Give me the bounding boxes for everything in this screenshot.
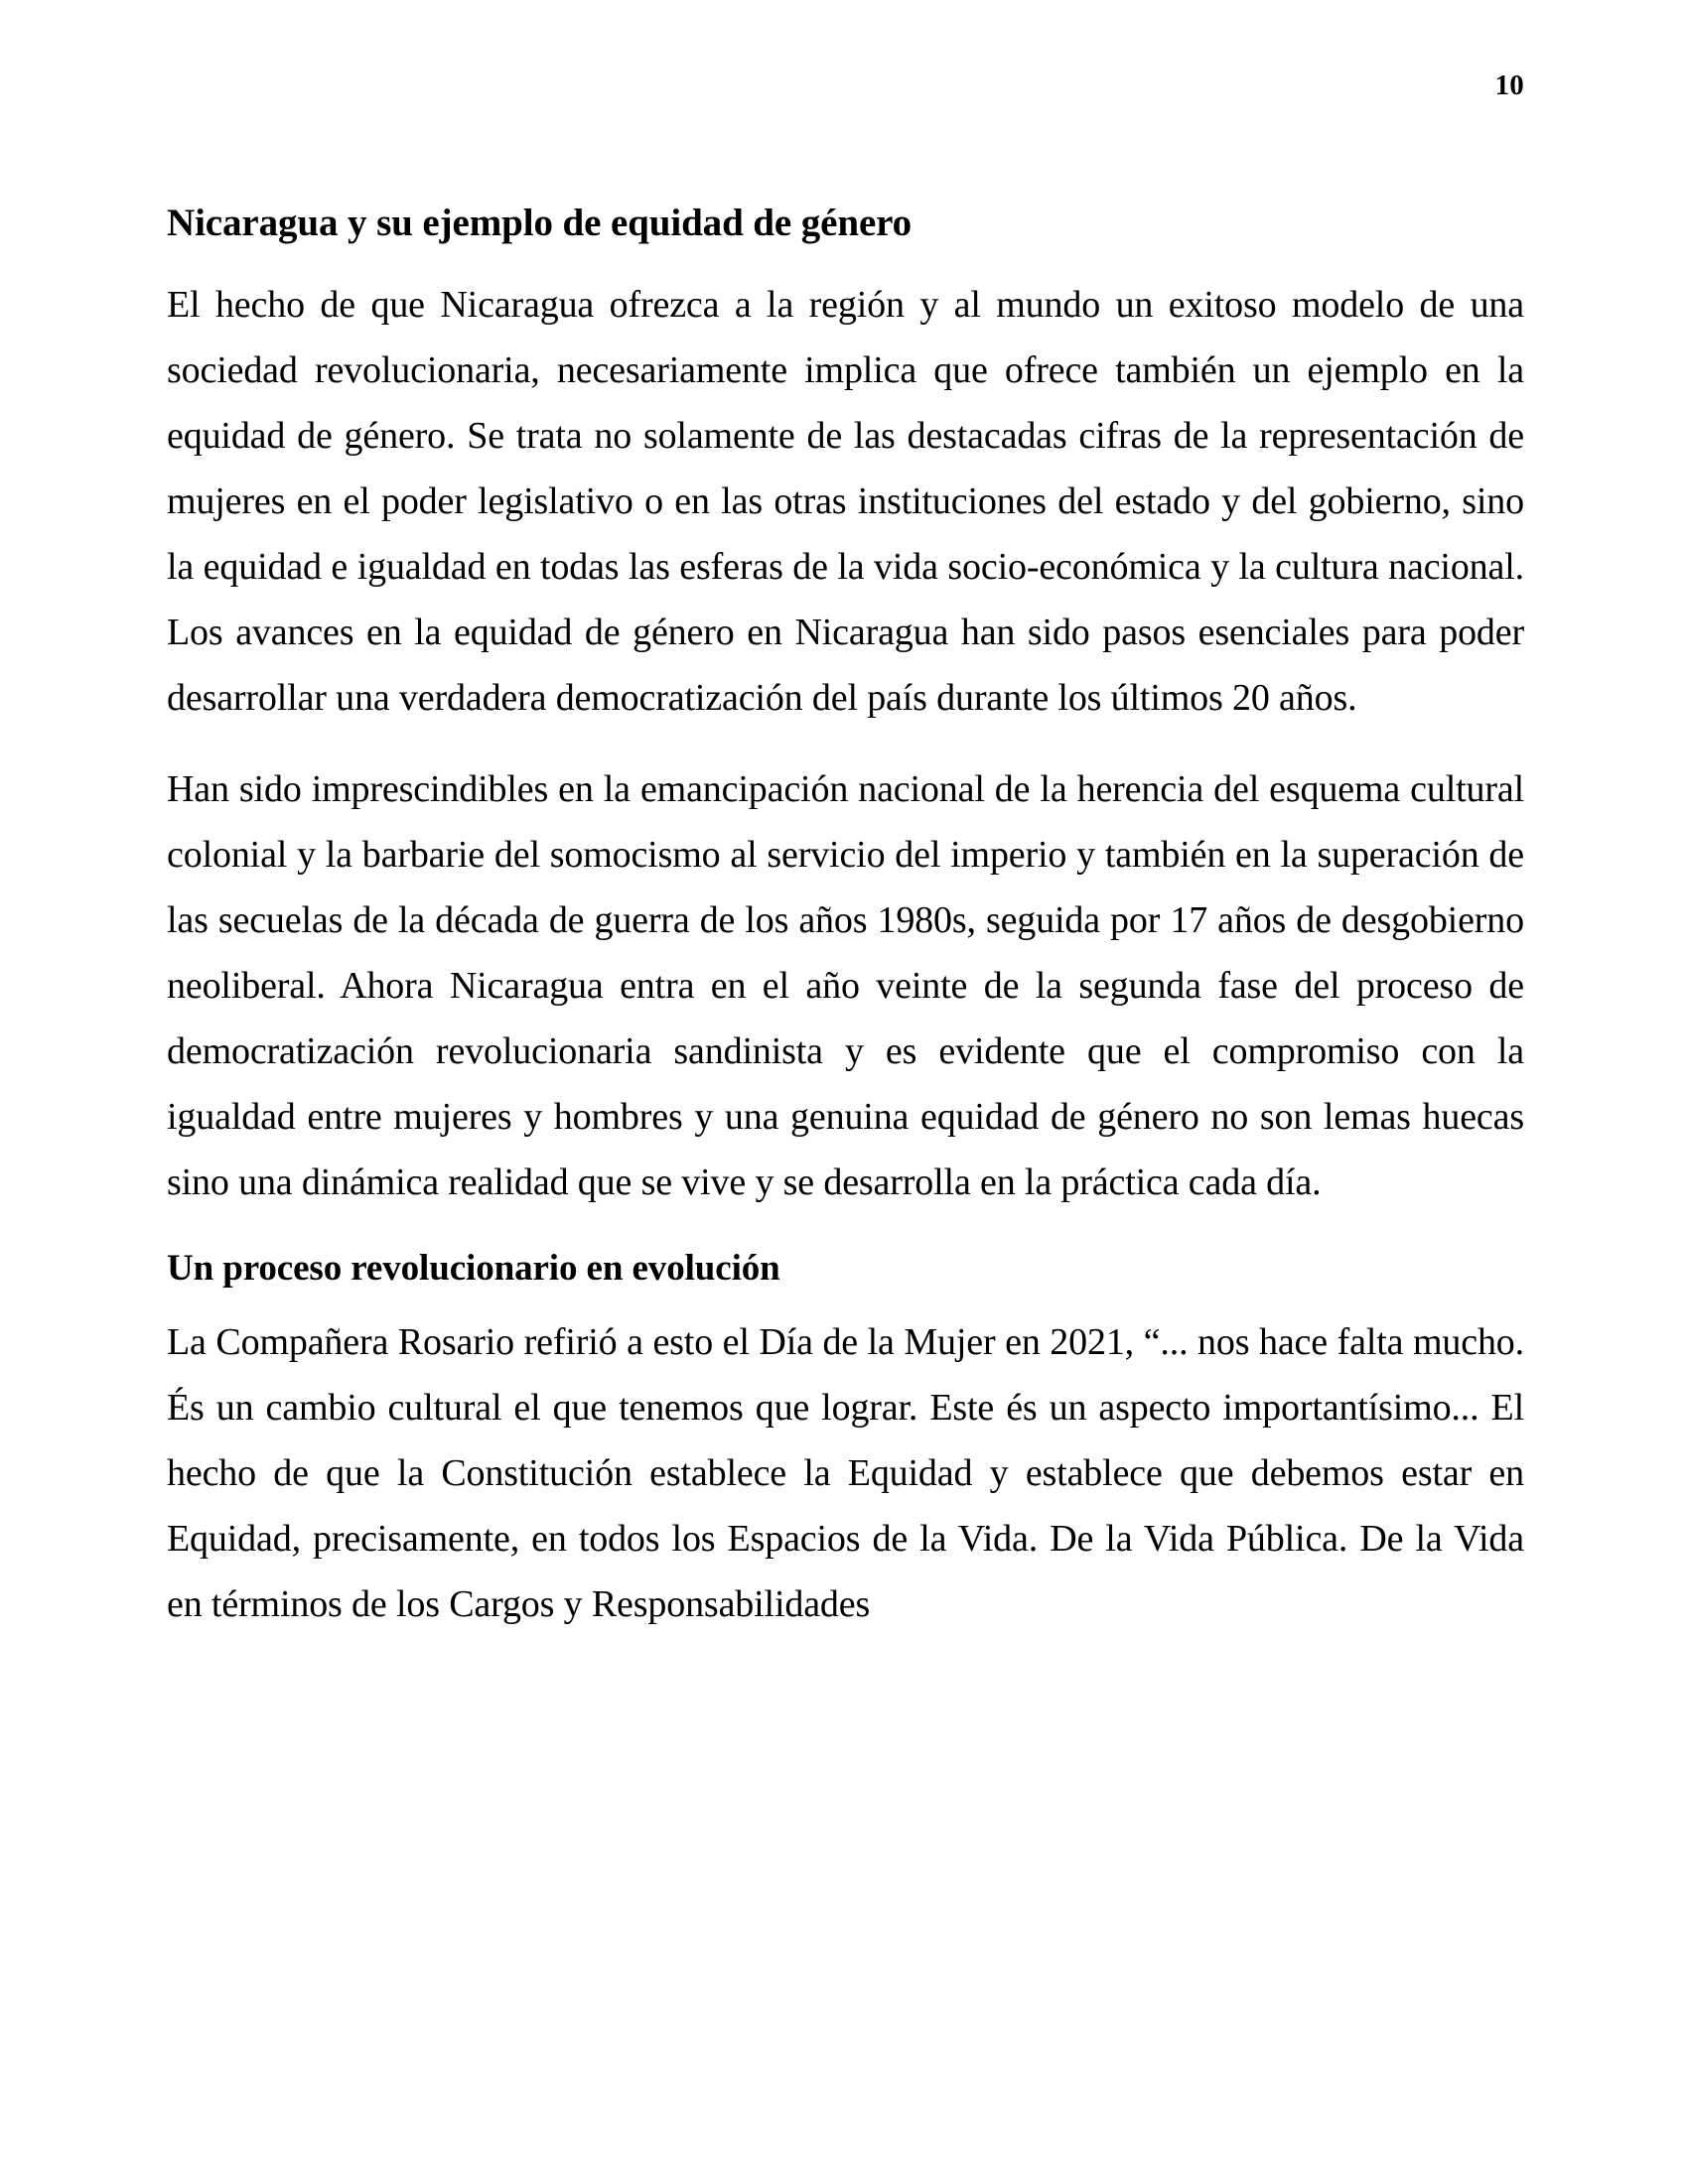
body-paragraph: La Compañera Rosario refirió a esto el Día de la Mujer en 2021, “... nos hace falta mucho. És un cambio cultural el que tenemos que lograr. Este és un aspecto importantísimo... El hecho de que la Constitución establece la Equidad y establece que debemos estar en Equidad, precisamente, en todos los Espacios de la Vida. De la Vida Pública. De la Vida en términos de los Cargos y Responsabilidades [167, 1321, 1524, 1626]
body-paragraph: Han sido imprescindibles en la emancipación nacional de la herencia del esquema cultural colonial y la barbarie del somocismo al servicio del imperio y también en la superación de las secuelas de la década de guerra de los años 1980s, seguida por 17 años de desgobierno neoliberal. Ahora Nicaragua entra en el año veinte de la segunda fase del proceso de democratización revolucionaria sandinista y es evidente que el compromiso con la igualdad entre mujeres y hombres y una genuina equidad de género no son lemas huecas sino una dinámica realidad que se vive y se desarrolla en la práctica cada día. [167, 767, 1524, 1203]
body-paragraph: El hecho de que Nicaragua ofrezca a la región y al mundo un exitoso modelo de una sociedad revolucionaria, necesariamente implica que ofrece también un ejemplo en la equidad de género. Se trata no solamente de las destacadas cifras de la representación de mujeres en el poder legislativo o en las otras instituciones del estado y del gobierno, sino la equidad e igualdad en todas las esferas de la vida socio-económica y la cultura nacional. Los avances en la equidad de género en Nicaragua han sido pasos esenciales para poder desarrollar una verdadera democratización del país durante los últimos 20 años. [167, 283, 1524, 719]
page-number: 10 [1494, 69, 1524, 101]
section-heading-primary: Nicaragua y su ejemplo de equidad de género [167, 202, 913, 244]
page-content [167, 199, 1524, 1637]
section-heading-secondary: Un proceso revolucionario en evolución [167, 1247, 780, 1289]
